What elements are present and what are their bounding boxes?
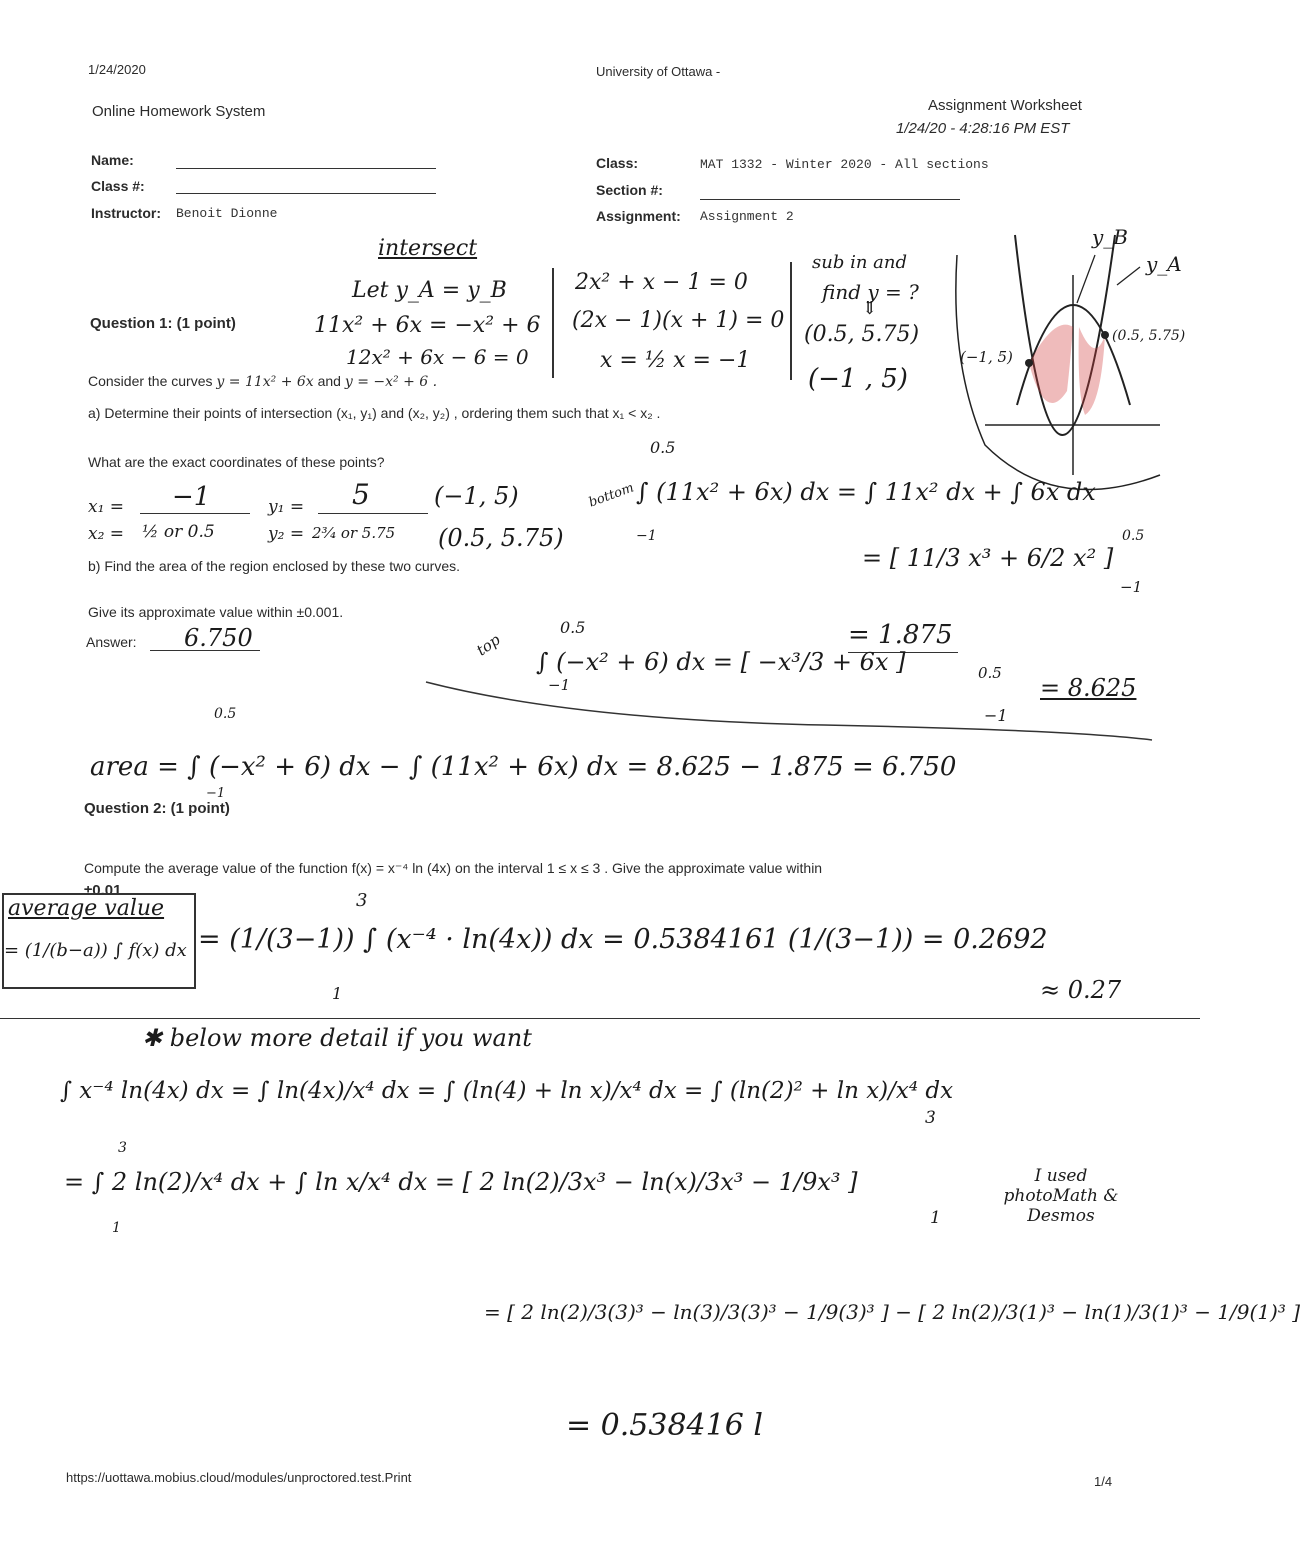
section-line	[700, 199, 960, 200]
q1-part-b: b) Find the area of the region enclosed by these two curves.	[88, 558, 460, 574]
q1-y2-label: y₂ =	[268, 524, 305, 544]
hw-top-int: ∫ (−x² + 6) dx = [ −x³/3 + 6x ]	[536, 648, 906, 676]
hw-bottom-lim-up: 0.5	[650, 438, 676, 457]
print-date: 1/24/2020	[88, 62, 146, 77]
hw-eq2: 12x² + 6x − 6 = 0	[346, 345, 529, 369]
hw-line2: ∫ x⁻⁴ ln(4x) dx = ∫ ln(4x)/x⁴ dx = ∫ (ln(4) + ln x)/x⁴ dx = ∫ (ln(2)² + ln x)/x⁴ dx	[60, 1078, 954, 1104]
hw-rounded: ≈ 0.27	[1040, 976, 1122, 1004]
hw-pt1: (0.5, 5.75)	[804, 322, 920, 347]
hw-bottom-int: ∫ (11x² + 6x) dx = ∫ 11x² dx + ∫ 6x dx	[636, 478, 1096, 506]
sketch-arrow-yb	[1077, 255, 1095, 303]
q1-x1-line	[140, 513, 250, 514]
hw-main-lim-low: 1	[332, 984, 343, 1003]
q2-prompt: Compute the average value of the function f(x) = x⁻⁴ ln (4x) on the interval 1 ≤ x ≤ 3 . Give the approximate value within	[84, 860, 823, 876]
hw-roots: x = ½ x = −1	[600, 348, 751, 373]
hw-eq3: 2x² + x − 1 = 0	[575, 270, 748, 295]
hw-x2-answer: ½ or 0.5	[142, 522, 215, 542]
name-line	[176, 168, 436, 169]
class-num-label: Class #:	[91, 178, 145, 194]
hw-area-eq: area = ∫ (−x² + 6) dx − ∫ (11x² + 6x) dx = 8.625 − 1.875 = 6.750	[90, 752, 957, 782]
q1-x1-label: x₁ =	[88, 497, 125, 517]
system-name: Online Homework System	[92, 103, 266, 120]
q1-answer-line	[150, 650, 260, 651]
class-value: MAT 1332 - Winter 2020 - All sections	[700, 157, 989, 172]
hw-divider-1	[552, 268, 554, 378]
hw-top-lim-low: −1	[548, 676, 571, 694]
hw-pair-1: (−1, 5)	[434, 482, 519, 510]
q1-title: Question 1: (1 point)	[90, 315, 236, 332]
hw-x1-answer: −1	[172, 482, 211, 512]
hw-bottom-lim-low: −1	[636, 528, 657, 544]
sketch-arrow-ya	[1117, 267, 1140, 285]
hw-anti1-low: −1	[1120, 578, 1143, 596]
sketch-point-2	[1101, 331, 1109, 339]
hw-pt2: (−1 , 5)	[808, 364, 908, 394]
hw-detail-note: ✱ below more detail if you want	[142, 1024, 532, 1052]
hw-top-val: = 8.625	[1040, 674, 1137, 702]
hw-q1-answer: 6.750	[184, 624, 253, 652]
hw-area-lim-low: −1	[206, 786, 226, 801]
hw-pair-2: (0.5, 5.75)	[438, 524, 564, 552]
hw-bottom-val: = 1.875	[848, 620, 953, 650]
hw-intersect: intersect	[378, 236, 478, 261]
assignment-value: Assignment 2	[700, 209, 794, 224]
q1-part-a: a) Determine their points of intersection (x₁, y₁) and (x₂, y₂) , ordering them such that x₁ < x₂ .	[88, 405, 661, 421]
hw-top-lim-up-2: 0.5	[978, 664, 1002, 682]
q1-y1-label: y₁ =	[268, 497, 305, 517]
hw-final: = 0.538416 l	[566, 1408, 763, 1443]
sketch-shade-right	[1079, 327, 1105, 415]
q2-title: Question 2: (1 point)	[84, 800, 230, 817]
q1-curve-b: y = −x² + 6 .	[344, 374, 438, 390]
worksheet-title: Assignment Worksheet	[928, 97, 1082, 114]
q1-curves-prefix: Consider the curves	[88, 373, 213, 389]
hw-sub1: sub in and	[812, 252, 907, 273]
hw-avg-formula: = (1/(b−a)) ∫ f(x) dx	[4, 940, 187, 961]
hw-avg-label: average value	[8, 896, 165, 921]
hw-sub-arrow: ⇓	[862, 298, 878, 319]
q1-exact-prompt: What are the exact coordinates of these points?	[88, 454, 385, 470]
hw-divider-2	[790, 262, 792, 380]
q1-answer-label: Answer:	[86, 634, 137, 650]
q2-tolerance: ±0.01	[84, 882, 122, 899]
hw-top-tag: top	[473, 630, 504, 660]
hw-tools-note: I used photoMath & Desmos	[1003, 1166, 1119, 1226]
q1-approx-prompt: Give its approximate value within ±0.001.	[88, 604, 344, 620]
hw-line4: = [ 2 ln(2)/3(3)³ − ln(3)/3(3)³ − 1/9(3)³ ] − [ 2 ln(2)/3(1)³ − ln(1)/3(1)³ − 1/9(1)³ ]	[484, 1300, 1300, 1324]
q1-curve-and: and	[317, 373, 341, 389]
instructor-value: Benoit Dionne	[176, 206, 278, 221]
q1-y1-line	[318, 513, 428, 514]
hw-y1-answer: 5	[352, 478, 370, 511]
hw-graph-ya: y_A	[1146, 252, 1182, 276]
hw-sub2: find y = ?	[822, 280, 919, 304]
hw-line3-up: 3	[118, 1140, 127, 1156]
hw-graph-p2: (0.5, 5.75)	[1112, 328, 1186, 344]
hw-let: Let y_A = y_B	[352, 278, 507, 303]
class-label: Class:	[596, 155, 639, 171]
hw-antideriv-1: = [ 11/3 x³ + 6/2 x² ]	[862, 544, 1114, 572]
assignment-label: Assignment:	[596, 208, 681, 224]
q1-curves	[88, 373, 437, 390]
q1-curve-a: y = 11x² + 6x	[216, 374, 314, 390]
hw-eq4: (2x − 1)(x + 1) = 0	[572, 308, 785, 333]
class-num-line	[176, 193, 436, 194]
section-label: Section #:	[596, 182, 663, 198]
hw-top-lim-low-2: −1	[984, 706, 1008, 725]
worksheet-timestamp: 1/24/20 - 4:28:16 PM EST	[896, 120, 1070, 137]
hw-top-lim-up: 0.5	[560, 618, 586, 637]
hw-y2-answer: 2³⁄₄ or 5.75	[312, 524, 396, 542]
hw-graph-yb: y_B	[1092, 225, 1128, 249]
hw-line3-lim-up: 3	[925, 1108, 936, 1128]
hw-graph-p1: (−1, 5)	[960, 348, 1013, 366]
hw-line3-lim-low: 1	[930, 1208, 941, 1228]
footer-page: 1/4	[1094, 1474, 1113, 1489]
hw-main-eq: = (1/(3−1)) ∫ (x⁻⁴ · ln(4x)) dx = 0.5384161 (1/(3−1)) = 0.2692	[198, 924, 1048, 955]
hw-line3-low: 1	[112, 1220, 121, 1236]
hw-eq1: 11x² + 6x = −x² + 6	[314, 313, 541, 338]
hw-area-lim-up: 0.5	[214, 706, 237, 722]
instructor-label: Instructor:	[91, 205, 161, 221]
hw-q2-separator	[0, 1018, 1200, 1019]
footer-url: https://uottawa.mobius.cloud/modules/unproctored.test.Print	[66, 1470, 412, 1485]
q1-x2-label: x₂ =	[88, 524, 125, 544]
hw-anti1-up: 0.5	[1122, 528, 1145, 544]
sketch-shade-left	[1029, 325, 1073, 403]
hw-main-lim-up: 3	[356, 890, 368, 911]
hw-bottom-tag: bottom	[586, 480, 636, 511]
hw-line3: = ∫ 2 ln(2)/x⁴ dx + ∫ ln x/x⁴ dx = [ 2 ln(2)/3x³ − ln(x)/3x³ − 1/9x³ ]	[64, 1168, 858, 1196]
institution: University of Ottawa -	[596, 64, 721, 79]
name-label: Name:	[91, 152, 134, 168]
sketch-point-1	[1025, 359, 1033, 367]
